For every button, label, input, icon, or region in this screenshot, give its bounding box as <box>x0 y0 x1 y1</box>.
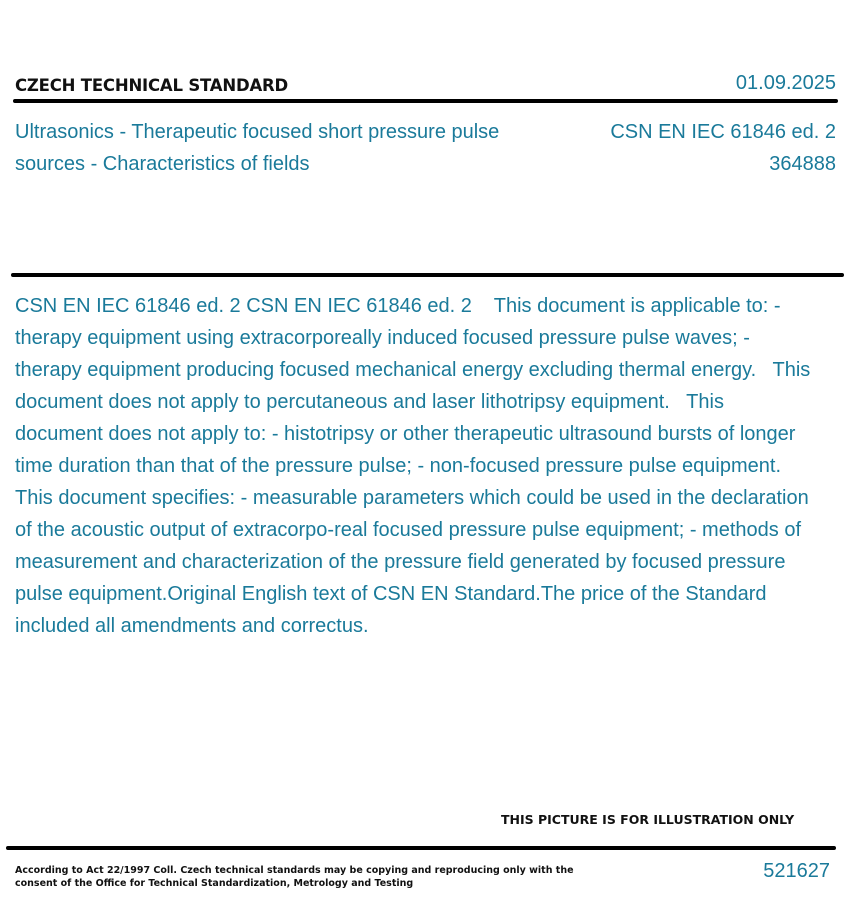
standard-description: CSN EN IEC 61846 ed. 2 CSN EN IEC 61846 ed. 2 This document is applicable to: - therapy equipment using extracorporeally induced focused pressure pulse waves; - therapy equipment producing focused mechanical energy excluding thermal energy. This document does not apply to percutaneous and laser lithotripsy equipment. This document does not apply to: - histotripsy or other therapeutic ultrasound bursts of longer time duration than that of the pressure pulse; - non-focused pressure pulse equipment. This document specifies: - measurable parameters which could be used in the declaration of the acoustic output of extracorpo-real focused pressure pulse equipment; - methods of measurement and characterization of the pressure field generated by focused pressure pulse equipment.Original English text of CSN EN Standard.The price of the Standard included all amendments and correctus. <box>15 295 816 637</box>
standard-title: Ultrasonics - Therapeutic focused short pressure pulse sources - Characteristics of fields <box>15 121 500 175</box>
header-divider <box>13 99 838 103</box>
standard-code: CSN EN IEC 61846 ed. 2 <box>610 121 836 143</box>
document-number: 521627 <box>763 860 830 882</box>
catalog-number: 364888 <box>769 153 836 175</box>
footer-divider <box>6 846 836 850</box>
copyright-notice: According to Act 22/1997 Coll. Czech technical standards may be copying and reproducing only with the consent of the Office for Technical Standardization, Metrology and Testing <box>15 865 574 889</box>
standard-code-block <box>610 116 836 180</box>
document-type-heading: CZECH TECHNICAL STANDARD <box>15 76 289 95</box>
publication-date: 01.09.2025 <box>735 72 836 94</box>
illustration-notice: THIS PICTURE IS FOR ILLUSTRATION ONLY <box>501 812 795 827</box>
section-divider <box>11 273 844 277</box>
